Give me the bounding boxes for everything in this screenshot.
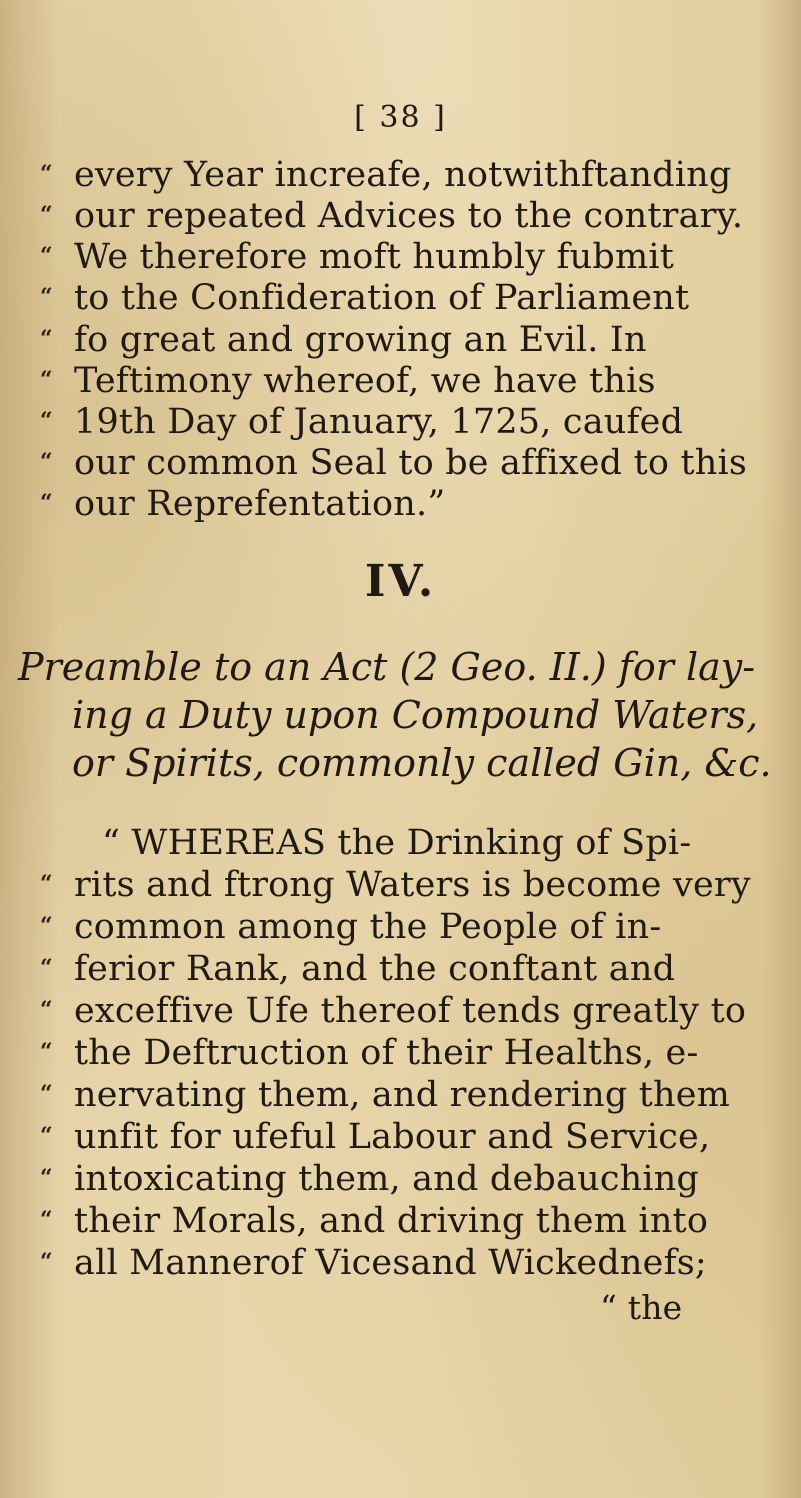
heading-line: or Spirits, commonly called Gin, &c. [72,741,772,785]
quote-mark: “ [40,161,53,187]
quote-mark: “ [40,449,53,475]
quote-mark: “ [40,1039,53,1065]
quote-mark: “ [40,955,53,981]
quote-mark: “ [40,490,53,516]
catchword: “ the [600,1288,683,1327]
heading-line: Preamble to an Act (2 Geo. II.) for lay- [18,645,756,689]
quote-mark: “ [40,1123,53,1149]
book-page: [ 38 ] “ every Year increafe, notwithftanding “ our repeated Advices to the contrary. “ We therefore moft humbly fubmit “ to the Confideration of Parliament “ fo great and growing an Evil. In “ Teftimony whereof, we have this “ 19th Day of January, 1725, caufed “ our common Seal to be affixed to this “ our Reprefentation.” IV. Preamble to an Act (2 Geo. II.) for lay- ing a Duty upon Compound Waters, or Spirits, commonly called Gin, &c. “ WHEREAS the Drinking of Spi- “ rits and ftrong Waters is become very “ common among the People of in- “ ferior Rank, and the conftant and “ exceffive Ufe thereof tends greatly to “ the Deftruction of their Healths, e- “ nervating them, and rendering them “ unfit for ufeful Labour and Service, “ intoxicating them, and debauching “ their Morals, and driving them into “ all Mannerof Vicesand Wickednefs; “ the [0,0,801,1498]
quote-mark: “ [40,408,53,434]
quote-mark: “ [40,1249,53,1275]
quote-mark: “ [40,243,53,269]
page-number: [ 38 ] [354,100,447,135]
quote-mark: “ [40,1081,53,1107]
quote-mark: “ [40,1165,53,1191]
quote-mark: “ [40,997,53,1023]
heading-line: ing a Duty upon Compound Waters, [72,693,759,737]
quote-mark: “ [40,367,53,393]
quote-mark: “ [40,202,53,228]
quote-mark: “ [40,913,53,939]
quote-mark: “ [40,284,53,310]
quote-mark: “ [40,871,53,897]
quote-mark: “ [40,1207,53,1233]
section-number: IV. [364,556,437,607]
quote-mark: “ [40,326,53,352]
